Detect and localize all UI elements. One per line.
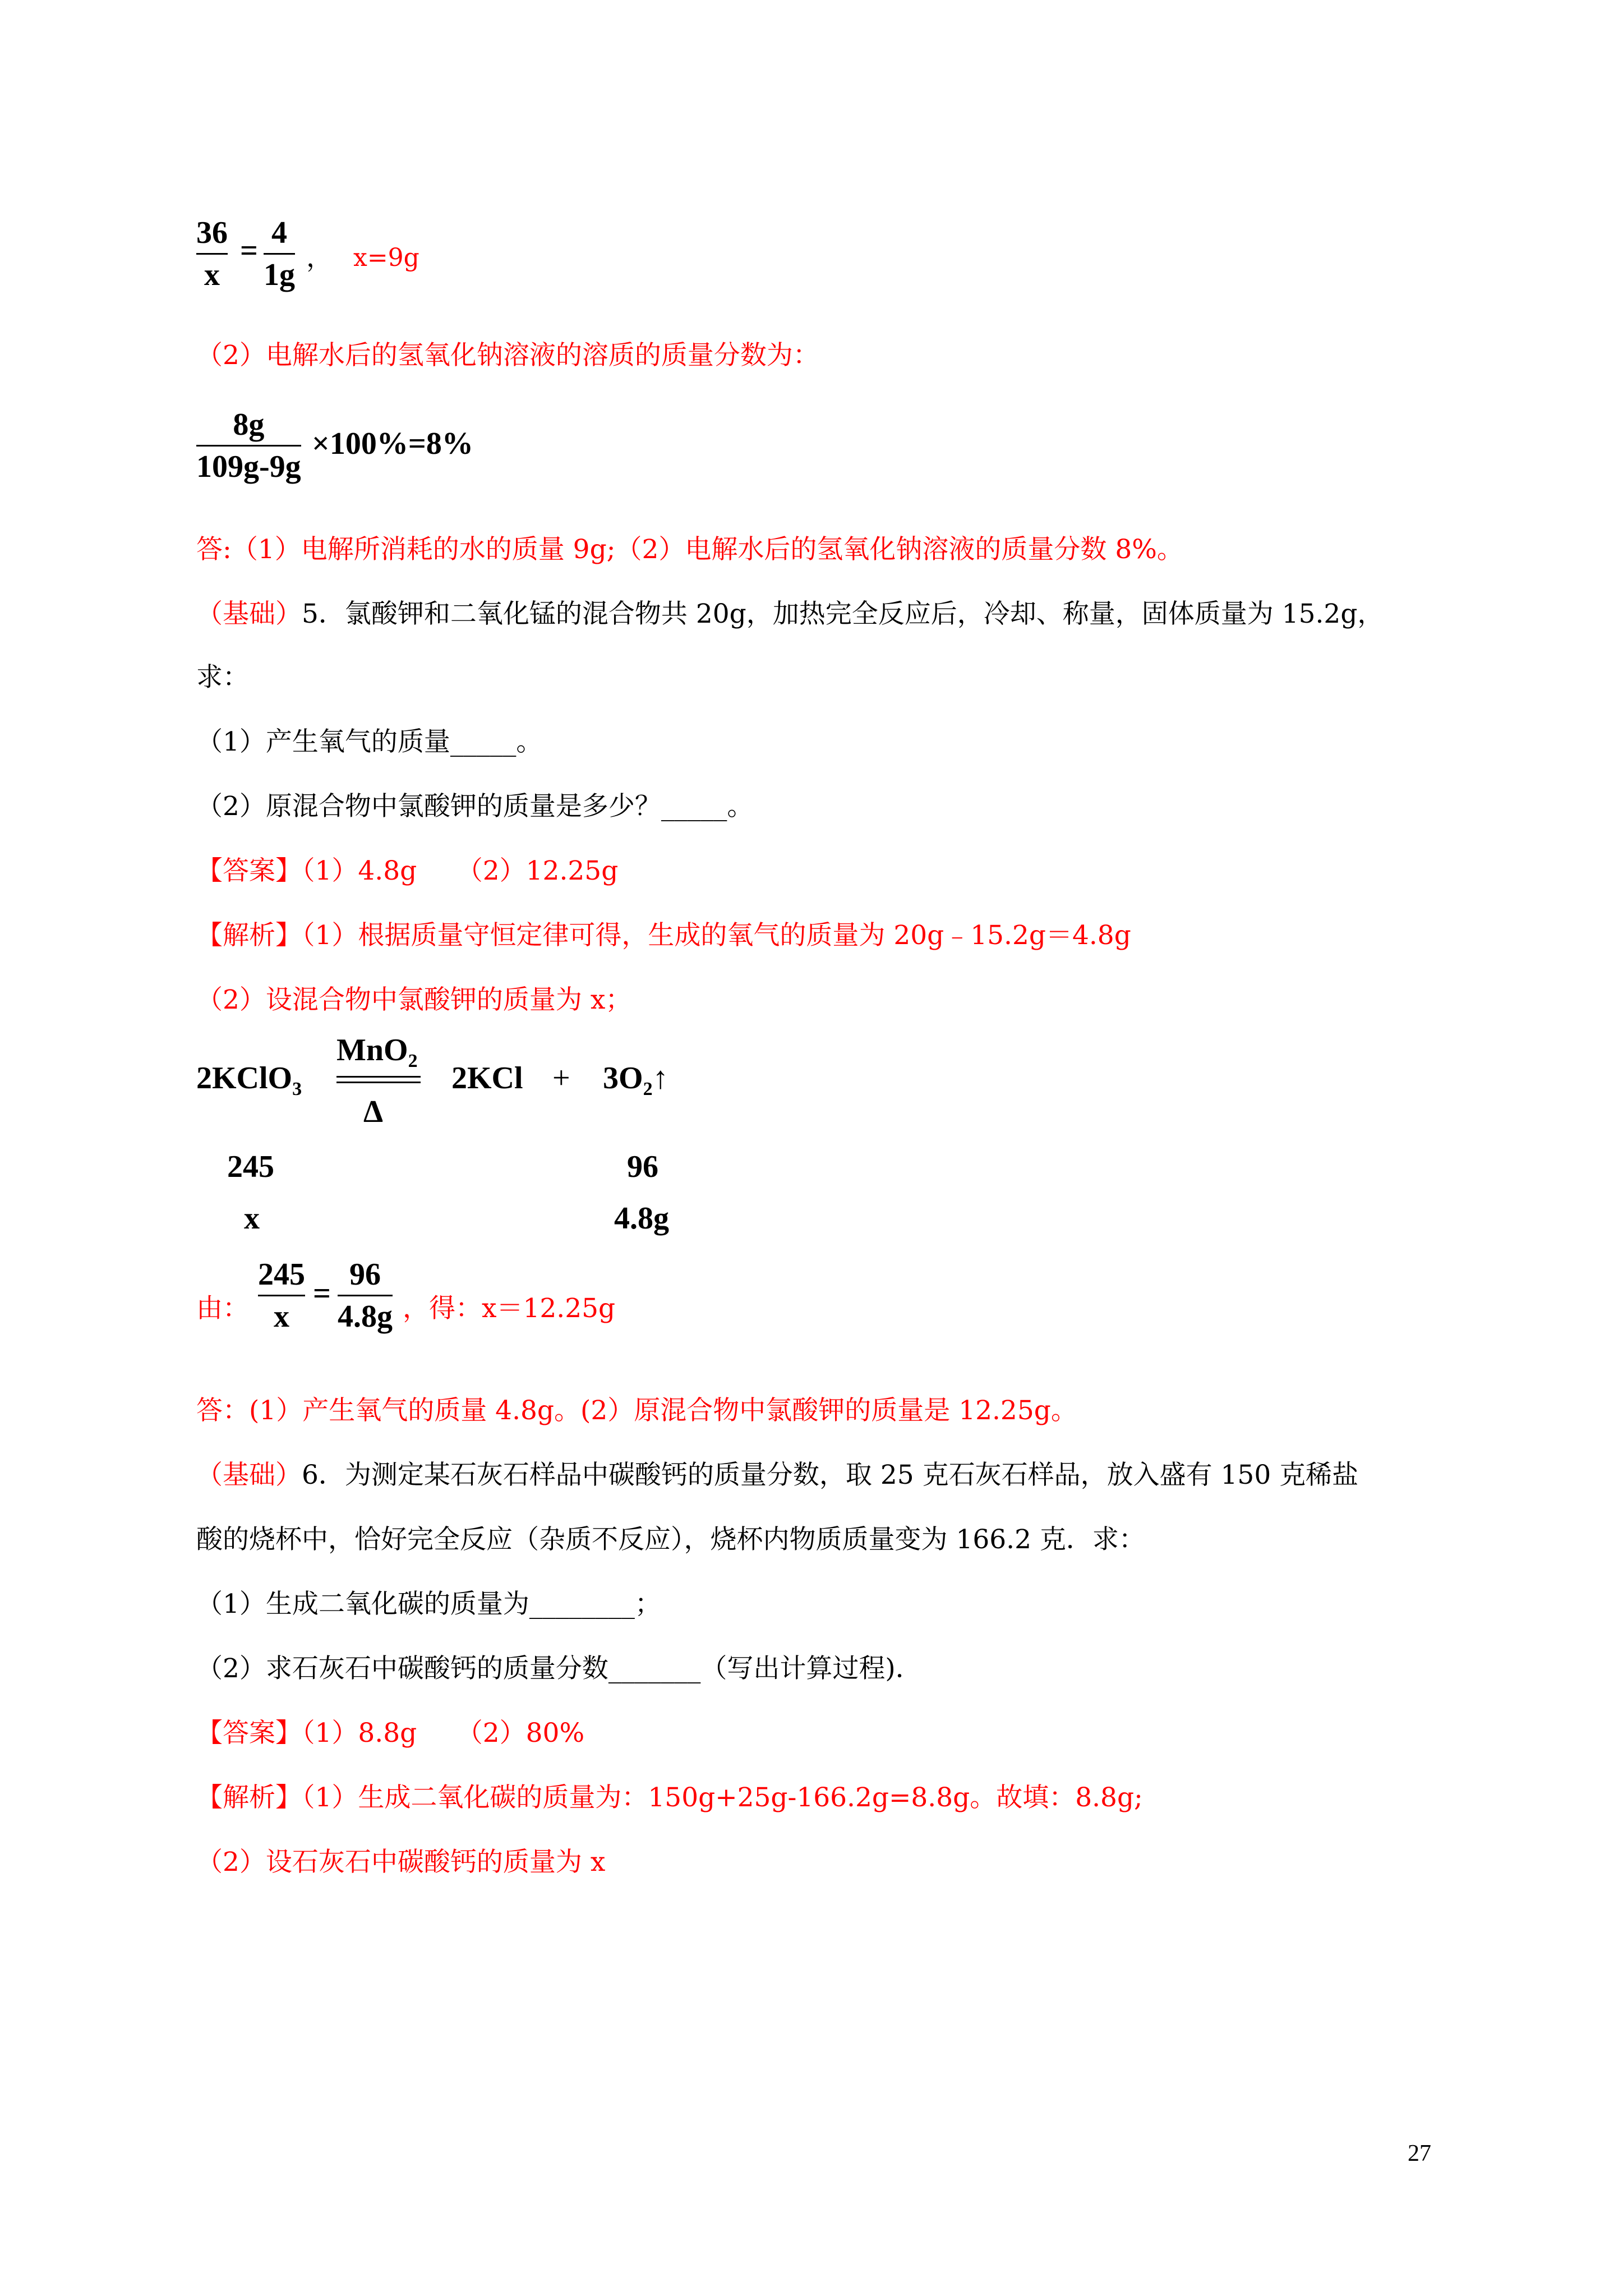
fraction-denominator: 109g-9g: [196, 449, 301, 484]
q6-text-line1: 6．为测定某石灰石样品中碳酸钙的质量分数，取 25 克石灰石样品，放入盛有 150 克稀盐: [302, 1460, 1359, 1490]
q5-sub2: （2）原混合物中氯酸钾的质量是多少？_____。: [196, 791, 754, 822]
answer-q4: 答:（1）电解所消耗的水的质量 9g;（2）电解水后的氢氧化钠溶液的质量分数 8%。: [196, 534, 1183, 565]
q5-line1: [196, 597, 1384, 631]
q5-final-answer: 答：(1）产生氧气的质量 4.8g。(2）原混合物中氯酸钾的质量是 12.25g。: [196, 1395, 1077, 1426]
fraction-denominator: 1g: [264, 257, 295, 292]
product-kcl: 2KCl: [451, 1061, 523, 1096]
solve-result: ，得：x＝12.25g: [403, 1293, 616, 1324]
fraction-numerator: 8g: [233, 407, 265, 442]
page-number: 27: [1408, 2141, 1431, 2166]
solve-prefix: 由：: [196, 1293, 249, 1324]
product-o2: $3O_2↑$: [603, 1061, 668, 1099]
plus-sign: +: [552, 1061, 570, 1096]
analysis-text: （1）根据质量守恒定律可得，生成的氧气的质量为 20g﹣15.2g＝4.8g: [302, 920, 1131, 951]
fraction-4-over-1g: [264, 215, 295, 293]
equals-sign: =: [313, 1276, 331, 1311]
q5-analysis-2: （2）设混合物中氯酸钾的质量为 x；: [196, 984, 632, 1015]
reactant-kclo3: 2KClO$_3$: [196, 1061, 302, 1099]
fraction-96-over-4.8g: [338, 1257, 393, 1335]
equals-sign: =: [240, 233, 258, 268]
fraction-numerator: 96: [349, 1257, 381, 1292]
q6-analysis-2: （2）设石灰石中碳酸钙的质量为 x: [196, 1847, 606, 1878]
answer-text: （1）4.8g （2）12.25g: [302, 855, 619, 886]
q6-level-tag: （基础）: [196, 1460, 302, 1490]
fraction-denominator: 4.8g: [338, 1299, 393, 1334]
result-x: x=9g: [353, 243, 419, 272]
unknown-mass-x: x: [244, 1201, 260, 1236]
answer-text: （1）8.8g （2）80%: [302, 1718, 585, 1749]
q5-analysis-1: [196, 919, 1131, 953]
condition-heat: Δ: [363, 1094, 384, 1129]
fraction-mass-percent: [196, 407, 301, 485]
part2-intro: （2）电解水后的氢氧化钠溶液的溶质的质量分数为：: [196, 340, 819, 371]
q6-sub2: （2）求石灰石中碳酸钙的质量分数_______（写出计算过程)．: [196, 1653, 922, 1684]
answer-tag: 【答案】: [196, 855, 302, 886]
percent-result: ×100%=8%: [312, 426, 473, 461]
q5-line2: 求：: [196, 662, 249, 693]
reaction-equals-bar: [336, 1076, 421, 1083]
molar-mass-o2: 96: [627, 1149, 658, 1184]
q6-analysis-1: [196, 1781, 1143, 1815]
fraction-numerator: 4: [271, 215, 287, 250]
q6-line1: [196, 1458, 1358, 1492]
molar-mass-kclo3: 245: [227, 1149, 274, 1184]
fraction-denominator: x: [204, 257, 220, 292]
analysis-tag: 【解析】: [196, 1782, 302, 1813]
q6-answer: [196, 1717, 584, 1750]
q6-sub1: （1）生成二氧化碳的质量为________；: [196, 1589, 661, 1619]
q5-text-line1: 5．氯酸钾和二氧化锰的混合物共 20g，加热完全反应后，冷却、称量，固体质量为 15.2g，: [302, 599, 1384, 629]
fraction-numerator: 245: [258, 1257, 305, 1292]
fraction-245-over-x: [258, 1257, 305, 1335]
answer-tag: 【答案】: [196, 1718, 302, 1749]
q5-level-tag: （基础）: [196, 599, 302, 629]
analysis-text: （1）生成二氧化碳的质量为：150g+25g-166.2g=8.8g。故填：8.8g;: [302, 1782, 1143, 1813]
q6-line2: 酸的烧杯中，恰好完全反应（杂质不反应），烧杯内物质质量变为 166.2 克．求：: [196, 1524, 1145, 1555]
fraction-36-over-x: [196, 215, 228, 293]
fraction-denominator: x: [274, 1299, 289, 1334]
fraction-numerator: 36: [196, 215, 228, 250]
q5-sub1: （1）产生氧气的质量_____。: [196, 726, 543, 757]
gas-arrow-icon: ↑: [652, 1061, 668, 1096]
q5-answer: [196, 854, 618, 888]
comma: ，: [306, 242, 333, 273]
catalyst-mno2: MnO$_2$: [336, 1033, 418, 1071]
analysis-tag: 【解析】: [196, 920, 302, 951]
mass-o2: 4.8g: [614, 1201, 669, 1236]
